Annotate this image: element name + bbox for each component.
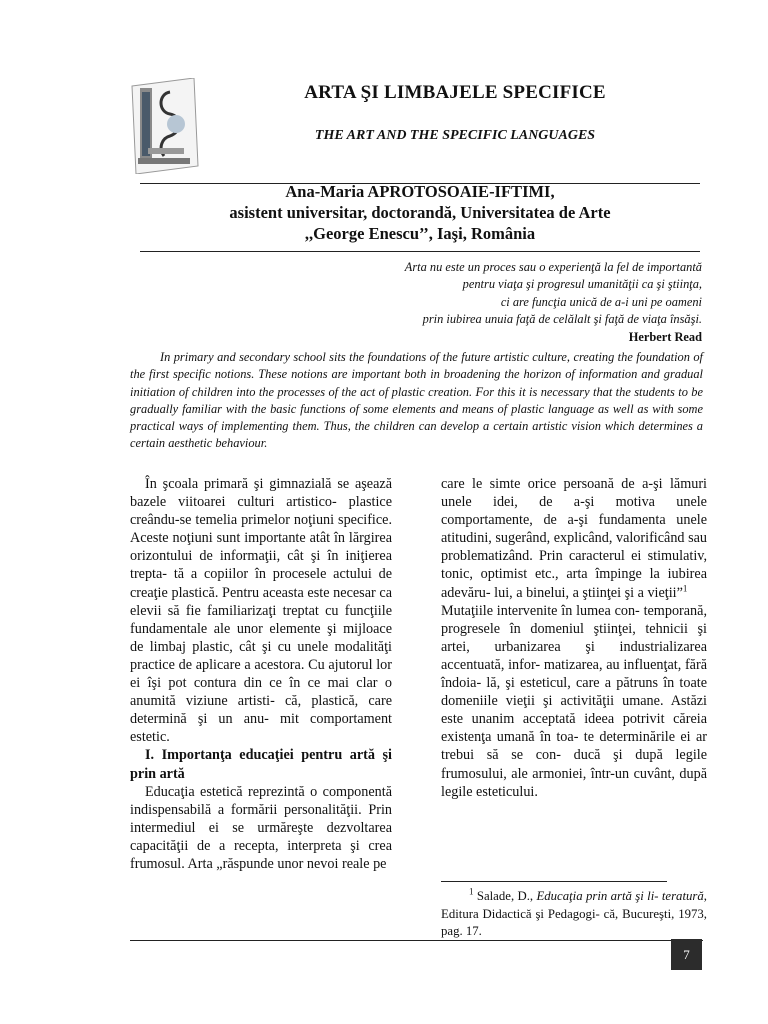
body-paragraph — [441, 475, 707, 602]
left-column — [130, 475, 392, 873]
epigraph-line: ci are funcţia unică de a-i uni pe oameni — [500, 294, 702, 309]
epigraph — [222, 259, 702, 346]
footnote-work: Educaţia prin artă şi li- teratură — [536, 889, 704, 903]
body-paragraph: Educaţia estetică reprezintă o componentă indispensabilă a formării personalităţii. Prin intermediul ei se urmăreşte dezvoltarea capacităţii de a recepta, interpreta şi crea frumosul. Arta „răspunde unor nevoi reale pe — [130, 783, 392, 872]
article-title: ARTA ŞI LIMBAJELE SPECIFICE — [304, 82, 606, 103]
right-column — [441, 475, 707, 801]
author-institution: ,,George Enescu’’, Iaşi, România — [304, 224, 536, 243]
epigraph-line: prin iubirea unuia faţă de celălalt şi faţă de viaţa însăşi. — [422, 312, 702, 327]
epigraph-author: Herbert Read — [628, 329, 702, 344]
page-bottom-rule — [130, 940, 703, 941]
body-text: care le simte orice persoană de a-şi lămuri unele idei, de a-şi motiva unele comportamente, de a-şi fundamenta unele atitudini, sugerând, explicând, valorificând sau problematizând. Prin caracterul ei stimulativ, tonic, optimist etc., arta împinge la iubirea adevăru- lui, a binelui, a ştiinţei şi a vieţii” — [441, 476, 707, 601]
page-number: 7 — [671, 939, 702, 970]
article-subtitle: THE ART AND THE SPECIFIC LANGUAGES — [314, 128, 596, 143]
author-name: Ana-Maria APROTOSOAIE-IFTIMI, — [285, 182, 555, 201]
footnote-reference: 1 — [682, 582, 688, 593]
footnote-marker: 1 — [469, 886, 474, 897]
footnote-details: , Editura Didactică şi Pedagogi- că, Bucureşti, 1973, pag. 17. — [441, 889, 707, 938]
author-affiliation: asistent universitar, doctorandă, Universitatea de Arte — [229, 203, 611, 222]
section-heading: I. Importanţa educaţiei pentru artă şi prin artă — [130, 747, 392, 782]
journal-logo — [128, 78, 200, 174]
epigraph-line: pentru viaţa şi progresul umanităţii ca şi ştiinţa, — [462, 277, 702, 292]
body-paragraph: În şcoala primară şi gimnazială se aşează bazele viitoarei culturi artistico- plastice creându-se temelia primelor noţiuni specifice. Aceste noţiuni sunt importante atât în lărgirea orizontului de informaţii, cât şi în iniţierea trepta- tă a copiilor în procesele actului de creaţie plastică. Pentru aceasta este necesar ca elevii să fie familiarizaţi treptat cu funcţiile fundamentale ale unor elemente şi mijloace de limbaj plastic, cât şi cu unele modalităţi practice de aplicare a acestora. Cu ajutorul lor ei îşi pot contura din ce în ce mai clar o anumită viziune artisti- că, plastică, care determină şi un anu- mit comportament estetic. — [130, 476, 392, 746]
author-block — [140, 181, 700, 244]
footnote-author: Salade, D., — [476, 889, 537, 903]
body-paragraph: Mutaţiile intervenite în lumea con- temporană, progresele în domeniul ştiinţei, tehnicii şi artei, urbanizarea şi industrializarea accentuată, infor- matizarea, au influenţat, fără îndoia- lă, şi esteticul, care a pătruns în toate domeniile vieţii şi activităţii umane. Astăzi este unanim acceptată ideea potrivit căreia existenţa umană în toa- te determinările ei ar trebui să se con- ducă şi după legile frumosului, ale armoniei, într-un cuvânt, după legile esteticului. — [441, 602, 707, 800]
header-rule-bottom — [140, 251, 700, 252]
footnote-rule — [441, 881, 667, 882]
footnote — [441, 888, 707, 941]
abstract: In primary and secondary school sits the foundations of the future artistic culture, creating the foundation of the first specific notions. These notions are important both in broadening the horizon of information and gradual initiation of children into the processes of the act of plastic creation. For this it is necessary that the students to be gradually familiar with the basic functions of some elements and means of plastic language as well as with some practical ways of implementing them. Thus, the children can develop a certain artistic vision which determines a certain aesthetic behaviour. — [130, 350, 703, 451]
epigraph-line: Arta nu este un proces sau o experienţă la fel de importantă — [404, 260, 702, 274]
